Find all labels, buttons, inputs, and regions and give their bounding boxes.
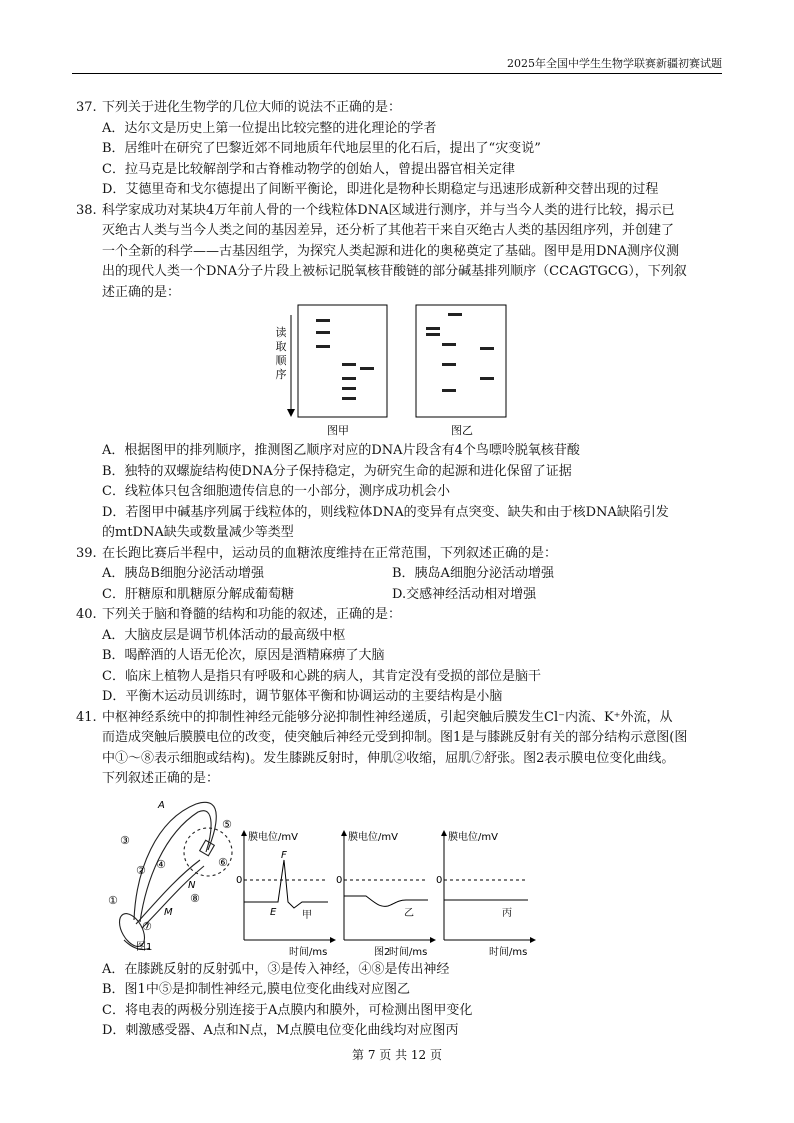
gel-panel-b-bands	[426, 313, 494, 392]
gel-band	[442, 389, 456, 392]
question-stem-line: 中①～⑧表示细胞或结构)。发生膝跳反射时，伸肌②收缩，屈肌⑦舒张。图2表示膜电位变化曲线。	[102, 750, 675, 766]
graph-bing-y-arrow	[441, 830, 447, 836]
question-38	[76, 201, 728, 544]
graph-jia	[236, 830, 336, 958]
read-order-char-2: 取	[275, 340, 287, 353]
read-order-char-3: 顺	[275, 354, 287, 367]
question-stem-line: 述正确的是：	[102, 284, 181, 300]
afferent-nerve-inner	[140, 810, 211, 921]
read-order-arrow-head	[287, 409, 295, 417]
option-a: A．胰岛B细胞分泌活动增强	[102, 566, 264, 581]
option-d-continued: 的mtDNA缺失或数量减少等类型	[102, 525, 294, 540]
option-a: A．达尔文是历史上第一位提出比较完整的进化理论的学者	[102, 120, 437, 136]
option-b: B．喝醉酒的人语无伦次，原因是酒精麻痹了大脑	[102, 648, 385, 663]
question-41	[76, 708, 728, 1042]
question-stem: 在长跑比赛后半程中，运动员的血糖浓度维持在正常范围，下列叙述正确的是：	[102, 545, 558, 561]
gel-band	[448, 313, 462, 316]
question-40	[76, 605, 728, 708]
gel-band	[342, 377, 356, 380]
option-d: D．刺激感受器、A点和N点，M点膜电位变化曲线均对应图丙	[102, 1023, 459, 1038]
graph-jia-x-arrow	[330, 937, 336, 943]
sequencing-figure	[76, 303, 728, 441]
gel-band	[342, 387, 356, 390]
reflex-and-potential-diagram	[76, 790, 728, 960]
fig1-reflex-arc	[114, 799, 232, 950]
page-header: 2025年全国中学生生物学联赛新疆初赛试题	[507, 57, 722, 70]
graph-bing-xlabel: 时间/ms	[489, 946, 528, 958]
gel-band	[316, 345, 330, 348]
fig1-label-6: ⑥	[218, 855, 228, 869]
fig1-label-m: M	[164, 906, 173, 918]
fig1-label-4: ④	[156, 857, 166, 871]
gel-band	[342, 397, 356, 400]
option-d: D．艾德里奇和戈尔德提出了间断平衡论，即进化是物种长期稳定与迅速形成新种交替出现的过程	[102, 182, 659, 197]
fig1-label-n: N	[188, 879, 196, 891]
option-c: C．临床上植物人是指只有呼吸和心跳的病人，其肯定没有受损的部位是脑干	[102, 668, 541, 684]
page-footer: 第 7 页 共 12 页	[352, 1048, 442, 1062]
header-rule	[72, 73, 722, 74]
question-number: 40.	[76, 607, 97, 622]
question-number: 37.	[76, 100, 97, 115]
question-stem-line: 中枢神经系统中的抑制性神经元能够分泌抑制性神经递质，引起突触后膜发生Cl⁻内流、K⁺外流，从	[102, 709, 673, 725]
gel-panel-a-bands	[316, 319, 374, 400]
option-d: D．若图甲中碱基序列属于线粒体的，则线粒体DNA的变异有点突变、缺失和由于核DNA缺陷引发	[102, 504, 669, 520]
fig1-label-5: ⑤	[222, 817, 232, 831]
gel-band	[442, 343, 456, 346]
option-c: C．将电表的两极分别连接于A点膜内和膜外，可检测出图甲变化	[102, 1002, 473, 1018]
question-39	[76, 544, 728, 606]
graph-bing-zero: 0	[436, 874, 443, 886]
panel-a-caption: 图甲	[327, 424, 349, 437]
graph-yi-curve	[344, 896, 428, 906]
question-stem-line: 灭绝古人类与当今人类之间的基因差异，还分析了其他若干来自灭绝古人类的基因组序列，并创建了	[102, 223, 675, 238]
gel-band	[342, 363, 356, 366]
question-stem: 下列关于脑和脊髓的结构和功能的叙述，正确的是：	[102, 607, 402, 622]
graph-yi-zero: 0	[336, 874, 343, 886]
question-stem: 下列关于进化生物学的几位大师的说法不正确的是：	[102, 100, 402, 115]
graph-jia-xlabel: 时间/ms	[289, 946, 328, 958]
read-order-label	[276, 325, 288, 381]
question-stem-line: 出的现代人类一个DNA分子片段上被标记脱氧核苷酸链的部分碱基排列顺序（CCAGTGCG），下列叙	[102, 264, 687, 279]
gel-panel-b	[416, 305, 506, 417]
graph-bing	[436, 830, 536, 958]
graph-yi-y-arrow	[341, 830, 347, 836]
gel-band	[442, 363, 456, 366]
afferent-nerve-outline	[134, 799, 216, 920]
graph-jia-curve	[244, 860, 328, 908]
option-d: D.交感神经活动相对增强	[392, 586, 537, 602]
question-37	[76, 98, 728, 201]
option-b: B．独特的双螺旋结构使DNA分子保持稳定，为研究生命的起源和进化保留了证据	[102, 463, 572, 479]
fig1-label-2: ②	[136, 863, 146, 877]
question-number: 39.	[76, 545, 97, 561]
question-stem-line: 下列叙述正确的是：	[102, 771, 220, 786]
reflex-figure	[76, 790, 728, 960]
question-list	[76, 98, 728, 1042]
fig1-label-3: ③	[120, 833, 130, 847]
fig1-label-1: ①	[108, 893, 118, 907]
graph-yi-ylabel: 膜电位/mV	[348, 831, 398, 843]
graph-yi-x-arrow	[430, 937, 436, 943]
fig1-label-7: ⑦	[142, 919, 152, 933]
option-a: A．在膝跳反射的反射弧中，③是传入神经，④⑧是传出神经	[102, 961, 450, 977]
option-b: B．胰岛A细胞分泌活动增强	[392, 566, 554, 581]
question-stem-line: 科学家成功对某块4万年前人骨的一个线粒体DNA区域进行测序，并与当今人类的进行比较，揭示已	[102, 202, 675, 218]
gel-band	[316, 319, 330, 322]
graph-yi	[336, 830, 436, 958]
option-b: B．图1中⑤是抑制性神经元,膜电位变化曲线对应图乙	[102, 982, 410, 997]
fig1-label-8: ⑧	[190, 891, 200, 905]
question-stem-line: 而造成突触后膜膜电位的改变，使突触后神经元受到抑制。图1是与膝跳反射有关的部分结构示意图(图	[102, 730, 688, 745]
gel-band	[316, 331, 330, 334]
option-b: B．居维叶在研究了巴黎近郊不同地质年代地层里的化石后，提出了“灾变说”	[102, 141, 541, 156]
graph-bing-x-arrow	[530, 937, 536, 943]
gel-band	[426, 333, 440, 336]
fig1-label-a: A	[158, 799, 165, 811]
question-number: 41.	[76, 709, 97, 725]
graph-bing-name: 丙	[502, 907, 512, 919]
question-number: 38.	[76, 202, 97, 218]
option-grid	[76, 564, 728, 605]
graph-yi-xlabel: 时间/ms	[389, 946, 428, 958]
option-c: C．肝糖原和肌糖原分解成葡萄糖	[102, 586, 294, 602]
gel-band	[426, 327, 440, 330]
fig1-caption: 图1	[136, 941, 153, 953]
gel-band	[480, 377, 494, 380]
sequencing-gel-diagram	[76, 303, 728, 441]
option-a: A．大脑皮层是调节机体活动的最高级中枢	[102, 627, 346, 643]
gel-panel-a	[298, 305, 387, 417]
option-c: C．拉马克是比较解剖学和古脊椎动物学的创始人，曾提出器官相关定律	[102, 161, 515, 177]
graph-jia-zero: 0	[236, 874, 243, 886]
graph-bing-ylabel: 膜电位/mV	[448, 831, 498, 843]
panel-b-caption: 图乙	[451, 424, 473, 437]
read-order-char-1: 读	[275, 326, 287, 339]
graph-jia-point-e: E	[270, 906, 277, 918]
read-order-char-4: 序	[275, 368, 287, 381]
option-d: D．平衡木运动员训练时，调节躯体平衡和协调运动的主要结构是小脑	[102, 689, 503, 704]
graph-jia-y-arrow	[241, 830, 247, 836]
gel-band	[480, 347, 494, 350]
graph-jia-ylabel: 膜电位/mV	[248, 831, 298, 843]
fig2-caption: 图2	[374, 946, 391, 958]
option-c: C．线粒体只包含细胞遗传信息的一小部分，测序成功机会小	[102, 484, 450, 499]
gel-band	[360, 367, 374, 370]
graph-jia-name: 甲	[302, 909, 312, 921]
question-stem-line: 一个全新的科学——古基因组学，为探究人类起源和进化的奥秘奠定了基础。图甲是用DNA测序仪测	[102, 243, 680, 259]
option-a: A．根据图甲的排列顺序，推测图乙顺序对应的DNA片段含有4个鸟嘌呤脱氧核苷酸	[102, 443, 580, 458]
graph-yi-name: 乙	[404, 907, 414, 919]
graph-jia-point-f: F	[281, 849, 287, 861]
